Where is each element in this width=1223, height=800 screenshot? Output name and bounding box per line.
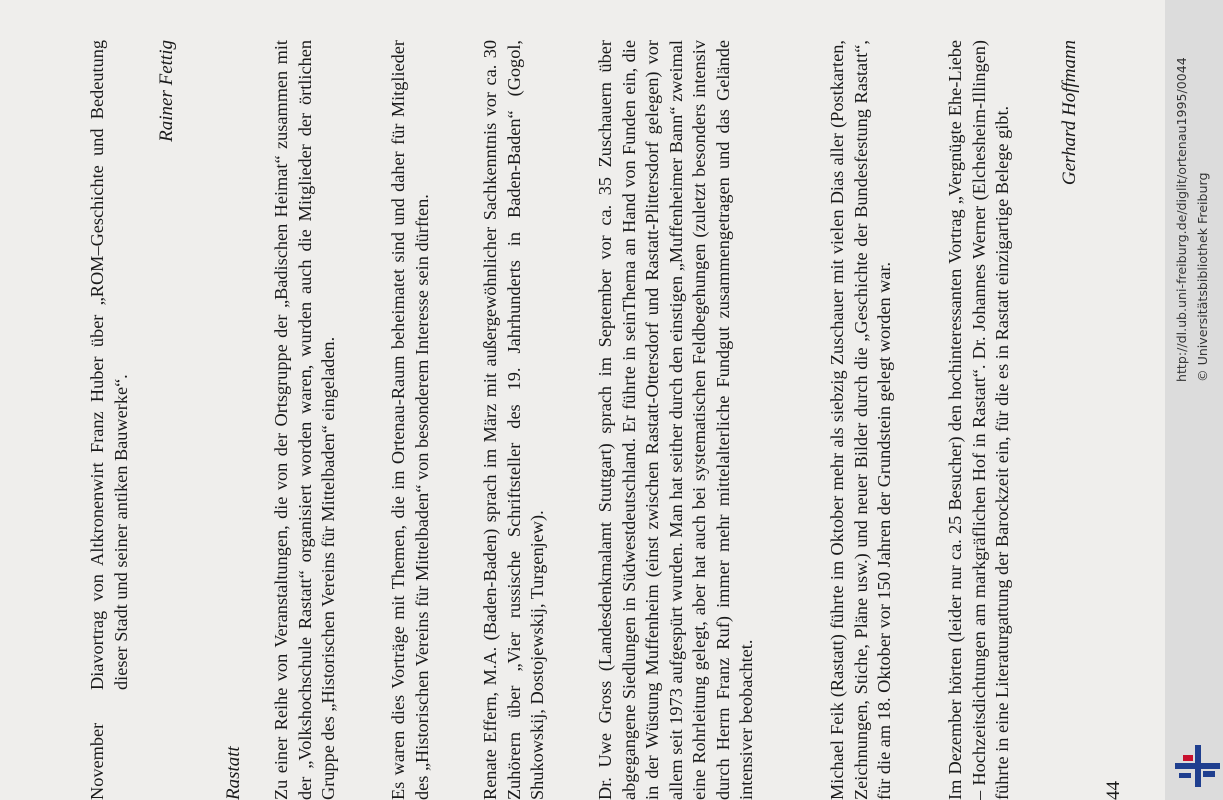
november-text: Diavortrag von Altkronenwirt Franz Huber über „ROM–Geschichte und Bedeutung dieser Stadt und seiner antiken Bauwerke“. — [87, 40, 131, 690]
paragraph-3 — [479, 40, 550, 800]
source-url-link[interactable]: http://dl.ub.uni-freiburg.de/diglit/ortenau1995/0044 — [1174, 57, 1189, 382]
paragraph-text: Dr. Uwe Gross (Landesdenkmalamt Stuttgart) sprach im September vor ca. 35 Zuschauern über abgegangene Siedlungen in Südwestdeutschland. Er führte in seinThema an Hand von Funden ein, die in der Wüstung Muffenheim (einst zwischen Rastatt-Ottersdorf und Rastatt-Plittersdorf gelegen) vor allem seit 1973 aufgespürt wurden. Man hat seither durch den einstigen „Muffenheimer Bann“ zweimal eine Rohrleitung gelegt, aber hat auch bei systematischen Feldbegehungen (zuletzt besonders intensiv durch Herrn Franz Ruf) immer mehr mittelalterliche Fundgut zusammengetragen und das Gelände intensiver beobachtet. — [595, 40, 756, 800]
viewer-sidebar — [1165, 0, 1223, 800]
paragraph-6 — [944, 40, 1015, 800]
section-title: Rastatt — [223, 746, 244, 800]
paragraph-text: Im Dezember hörten (leider nur ca. 25 Besucher) den hochinteressanten Vortrag „Vergnügte Ehe-Liebe – Hochzeitsdichtungen am markgräflichen Hof in Rastatt“. Dr. Johannes Werner (Elchesheim-Illingen) führte in eine Literaturgattung der Barockzeit ein, für die es in Rastatt einzigartige Belege gibt. — [945, 40, 1012, 800]
paragraph-1 — [270, 40, 341, 800]
author-signature-1: Rainer Fettig — [156, 40, 177, 142]
paragraph-2 — [387, 40, 434, 800]
page-number: 44 — [1103, 781, 1124, 800]
november-entry — [86, 40, 133, 800]
author-signature-2: Gerhard Hoffmann — [1059, 40, 1080, 186]
paragraph-4 — [594, 40, 759, 800]
paragraph-text: Es waren dies Vorträge mit Themen, die im Ortenau-Raum beheimatet sind und daher für Mitglieder des „Historischen Vereins für Mittelbaden“ von besonderem Interesse sein dürften. — [388, 40, 432, 800]
month-label: November — [87, 722, 107, 800]
ub-freiburg-logo-icon — [1175, 745, 1220, 787]
paragraph-text: Zu einer Reihe von Veranstaltungen, die von der Ortsgruppe der „Badischen Heimat“ zusammen mit der „Volkshochschule Rastatt“ organisiert worden waren, wurden auch die Mitglieder der örtlichen Gruppe des „Historischen Vereins für Mittelbaden“ eingeladen. — [271, 40, 338, 800]
rotated-text-column — [0, 40, 1165, 800]
paragraph-5 — [826, 40, 897, 800]
copyright-notice: © Universitätsbibliothek Freiburg — [1195, 172, 1210, 382]
paragraph-text: Renate Effern, M.A. (Baden-Baden) sprach im März mit außergewöhnlicher Sachkenntnis vor ca. 30 Zuhörern über „Vier russische Schriftsteller des 19. Jahrhunderts in Baden-Baden“ (Gogol, Shukowskij, Dostojewskij, Turgenjew). — [480, 40, 547, 800]
sidebar-rotated-text — [1165, 0, 1223, 800]
paragraph-text: Michael Feik (Rastatt) führte im Oktober mehr als siebzig Zuschauer mit vielen Dias aller (Postkarten, Zeichnungen, Stiche, Pläne usw.) und neuer Bilder durch die „Geschichte der Bundesfestung Rastatt“, für die am 18. Oktober vor 150 Jahren der Grundstein gelegt worden war. — [827, 40, 894, 800]
